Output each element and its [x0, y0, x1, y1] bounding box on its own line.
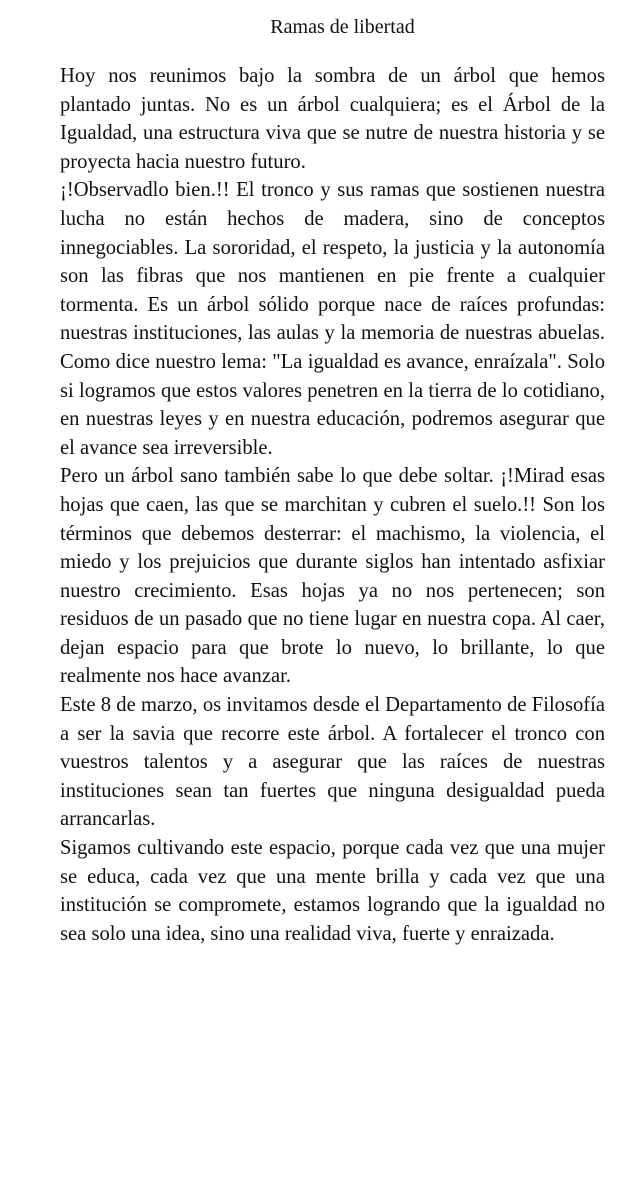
paragraph-2: ¡!Observadlo bien.!! El tronco y sus ramas que sostienen nuestra lucha no están hechos de madera, sino de conceptos innegociables. La sororidad, el respeto, la justicia y la autonomía son las fibras que nos mantienen en pie frente a cualquier tormenta. Es un árbol sólido porque nace de raíces profundas: nuestras instituciones, las aulas y la memoria de nuestras abuelas. Como dice nuestro lema: "La igualdad es avance, enraízala". Solo si logramos que estos valores penetren en la tierra de lo cotidiano, en nuestras leyes y en nuestra educación, podremos asegurar que el avance sea irreversible.: [60, 179, 605, 459]
page-title: Ramas de libertad: [270, 16, 415, 38]
paragraph-1: Hoy nos reunimos bajo la sombra de un árbol que hemos plantado juntas. No es un árbol cualquiera; es el Árbol de la Igualdad, una estructura viva que se nutre de nuestra historia y se proyecta hacia nuestro futuro.: [60, 65, 605, 173]
paragraph-4: Este 8 de marzo, os invitamos desde el Departamento de Filosofía a ser la savia que recorre este árbol. A fortalecer el tronco con vuestros talentos y a asegurar que las raíces de nuestras instituciones sean tan fuertes que ninguna desigualdad pueda arrancarlas.: [60, 694, 605, 831]
paragraph-5: Sigamos cultivando este espacio, porque cada vez que una mujer se educa, cada vez que una mente brilla y cada vez que una institución se compromete, estamos logrando que la igualdad no sea solo una idea, sino una realidad viva, fuerte y enraizada.: [60, 837, 605, 945]
paragraph-3: Pero un árbol sano también sabe lo que debe soltar. ¡!Mirad esas hojas que caen, las que se marchitan y cubren el suelo.!! Son los términos que debemos desterrar: el machismo, la violencia, el miedo y los prejuicios que durante siglos han intentado asfixiar nuestro crecimiento. Esas hojas ya no nos pertenecen; son residuos de un pasado que no tiene lugar en nuestra copa. Al caer, dejan espacio para que brote lo nuevo, lo brillante, lo que realmente nos hace avanzar.: [60, 465, 605, 688]
